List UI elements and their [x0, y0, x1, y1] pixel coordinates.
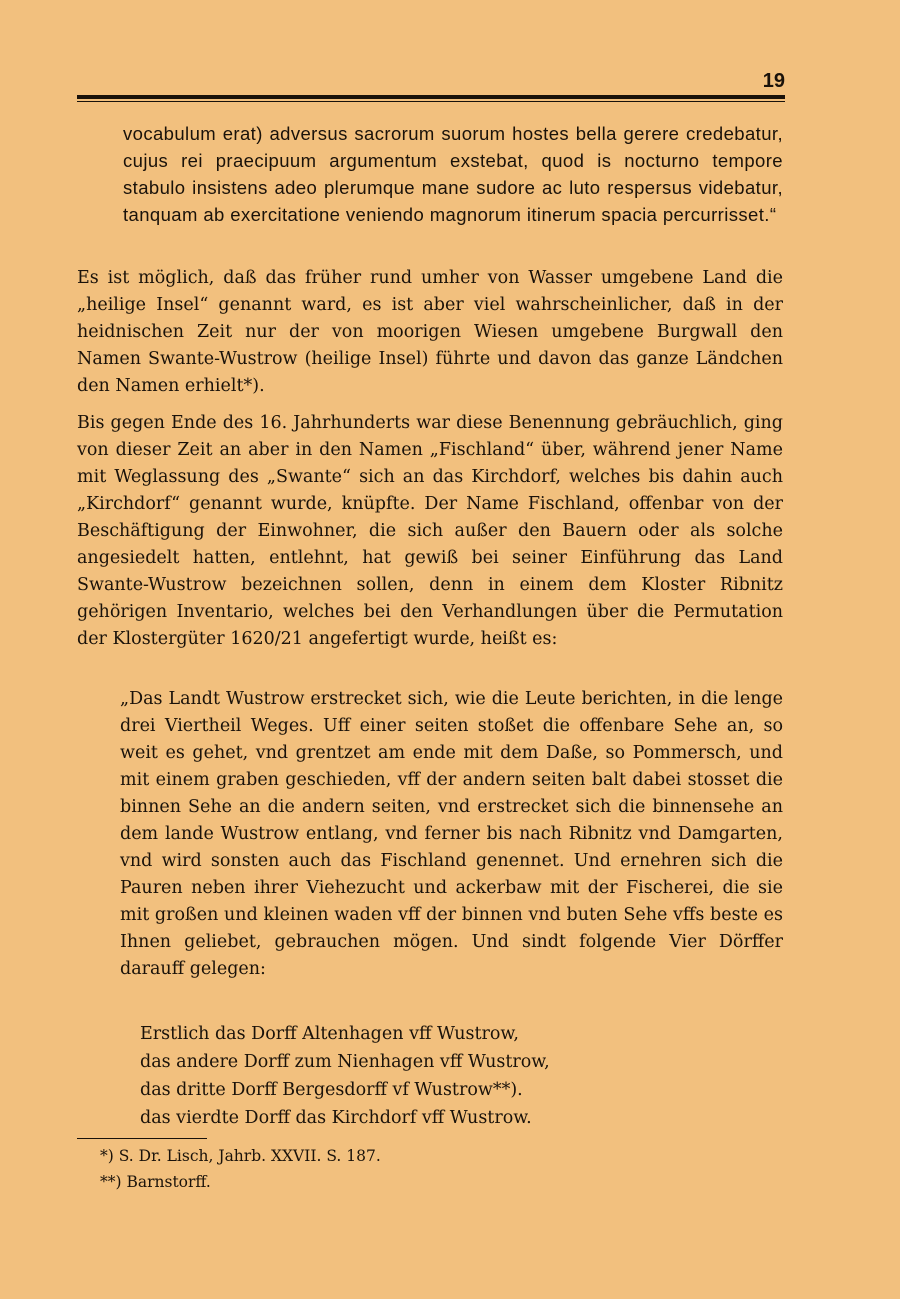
- footnote: **) Barnstorff.: [100, 1173, 211, 1191]
- paragraph-2: Bis gegen Ende des 16. Jahrhunderts war diese Benennung gebräuchlich, ging von dieser Zeit an aber in den Namen „Fischland“ über, während jener Name mit Weglassung des „Swante“ sich an das Kirchdorf, welches bis dahin auch „Kirchdorf“ genannt wurde, knüpfte. Der Name Fischland, offenbar von der Beschäftigung der Einwohner, die sich außer den Bauern oder als solche angesiedelt hatten, entlehnt, hat gewiß bei seiner Einführung das Land Swante-Wustrow bezeichnen sollen, denn in einem dem Kloster Ribnitz gehörigen Inventario, welches bei den Verhandlungen über die Permutation der Klostergüter 1620/21 angefertigt wurde, heißt es:: [77, 413, 783, 649]
- footnotes: [100, 1143, 381, 1195]
- header-rule-thick: [77, 95, 785, 99]
- list-item: das dritte Dorff Bergesdorff vf Wustrow**).: [140, 1080, 523, 1100]
- header-rule-thin: [77, 101, 785, 102]
- list-item: das andere Dorff zum Nienhagen vff Wustrow,: [140, 1052, 550, 1072]
- list-item: Erstlich das Dorff Altenhagen vff Wustrow,: [140, 1024, 519, 1044]
- page-number: 19: [762, 70, 785, 92]
- footnote-rule: [77, 1138, 207, 1139]
- village-list: [140, 1020, 550, 1132]
- list-item: das vierdte Dorff das Kirchdorf vff Wustrow.: [140, 1108, 532, 1128]
- latin-quotation: vocabulum erat) adversus sacrorum suorum hostes bella gerere credebatur, cujus rei praecipuum argumentum exstebat, quod is nocturno tempore stabulo insistens adeo plerumque mane sudore ac luto respersus videbatur, tanquam ab exercitatione veniendo magnorum itinerum spacia percurrisset.“: [123, 123, 783, 225]
- paragraph-1: Es ist möglich, daß das früher rund umher von Wasser umgebene Land die „heilige Insel“ genannt ward, es ist aber viel wahrscheinlicher, daß in der heidnischen Zeit nur der von moorigen Wiesen umgebene Burgwall den Namen Swante-Wustrow (heilige Insel) führte und davon das ganze Ländchen den Namen erhielt*).: [77, 268, 783, 396]
- footnote: *) S. Dr. Lisch, Jahrb. XXVII. S. 187.: [100, 1147, 381, 1165]
- inventory-quote: „Das Landt Wustrow erstrecket sich, wie die Leute berichten, in die lenge drei Viertheil Weges. Uff einer seiten stoßet die offenbare Sehe an, so weit es gehet, vnd grentzet am ende mit dem Daße, so Pommersch, und mit einem graben geschieden, vff der andern seiten balt dabei stosset die binnen Sehe an die andern seiten, vnd erstrecket sich die binnensehe an dem lande Wustrow entlang, vnd ferner bis nach Ribnitz vnd Damgarten, vnd wird sonsten auch das Fischland genennet. Und ernehren sich die Pauren neben ihrer Viehezucht und ackerbaw mit der Fischerei, die sie mit großen und kleinen waden vff der binnen vnd buten Sehe vffs beste es Ihnen geliebet, gebrauchen mögen. Und sindt folgende Vier Dörffer darauff gelegen:: [120, 689, 783, 979]
